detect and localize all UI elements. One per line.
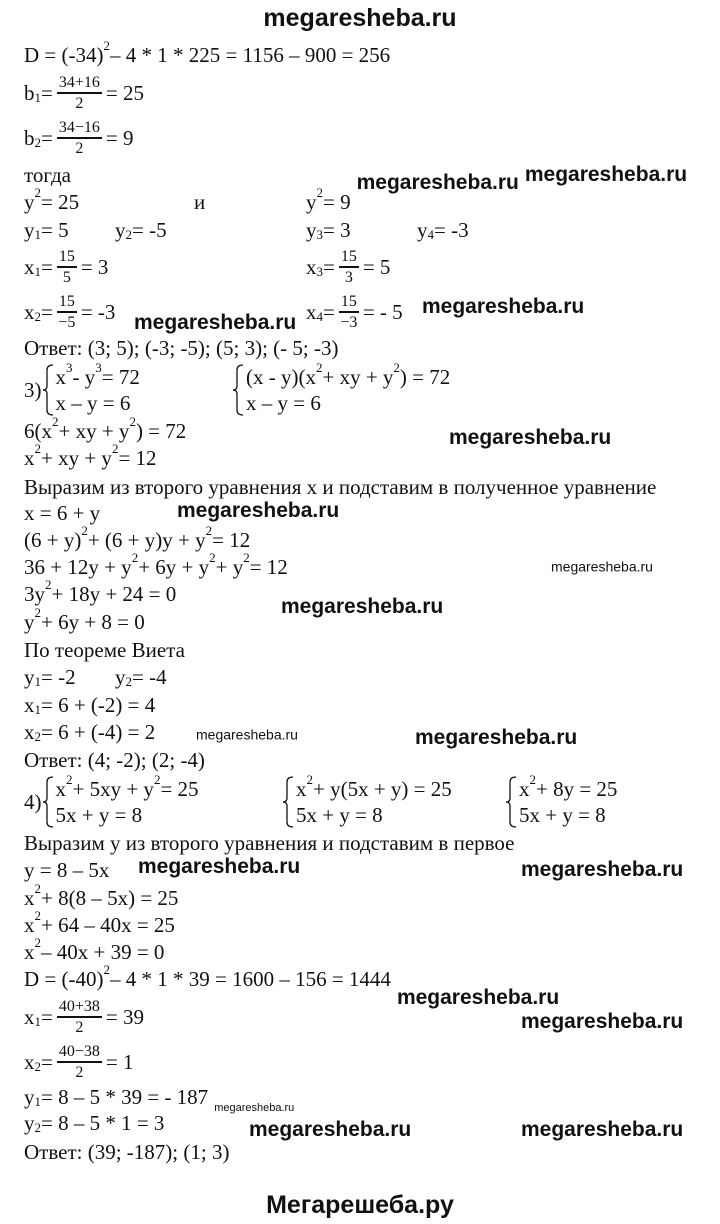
math-text: x — [24, 1050, 35, 1074]
brace-icon — [232, 364, 244, 416]
subscript: 1 — [34, 264, 41, 279]
superscript: 2 — [34, 935, 41, 950]
superscript: 2 — [34, 185, 41, 200]
system-row — [296, 802, 452, 828]
superscript: 2 — [131, 550, 139, 565]
math-text: + xy + y — [41, 446, 112, 470]
math-text: = — [41, 255, 53, 279]
fraction — [339, 247, 359, 287]
site-footer: Мегарешеба.ру — [266, 1191, 454, 1219]
fraction-denominator: 2 — [75, 95, 84, 112]
math-text: + xy + y — [322, 365, 394, 389]
math-text: y — [24, 190, 35, 214]
math-text: 5x + y = 8 — [55, 803, 143, 827]
math-text: y — [306, 218, 317, 242]
math-text: (x - y)(x — [246, 365, 316, 389]
math-text: + y — [215, 555, 244, 579]
fraction-numerator: 40+38 — [57, 997, 102, 1018]
subscript: 2 — [34, 135, 41, 150]
brace-icon — [282, 776, 294, 828]
math-text: x — [24, 300, 35, 324]
math-text: - y — [72, 365, 96, 389]
math-text: Ответ: (39; -187); (1; 3) — [24, 1140, 230, 1164]
subscript: 2 — [34, 309, 41, 324]
equation-system — [24, 360, 140, 416]
math-text: y — [417, 218, 428, 242]
math-line — [24, 605, 145, 634]
math-line — [24, 118, 133, 158]
math-text: = 25 — [41, 190, 80, 214]
system — [505, 772, 618, 828]
math-text: = -3 — [80, 300, 116, 324]
subscript: 1 — [34, 702, 41, 717]
watermark: megaresheba.ru — [249, 1118, 412, 1141]
math-line — [306, 292, 403, 332]
math-line — [24, 908, 175, 937]
subscript: 1 — [34, 674, 41, 689]
math-text: y — [115, 665, 126, 689]
watermark: megaresheba.ru — [177, 499, 340, 522]
math-line — [24, 694, 155, 716]
math-text: = 1 — [105, 1050, 134, 1074]
math-text: Ответ: (3; 5); (-3; -5); (5; 3); (- 5; -3) — [24, 336, 339, 360]
math-text: x — [24, 693, 35, 717]
fraction — [57, 118, 102, 158]
superscript: 2 — [103, 962, 110, 977]
math-text: = 5 — [362, 255, 391, 279]
superscript: 3 — [95, 360, 102, 375]
superscript: 3 — [66, 360, 73, 375]
system-rows — [519, 772, 618, 828]
math-line — [24, 550, 288, 579]
watermark: megaresheba.ru — [415, 726, 578, 749]
math-text: = 39 — [105, 1005, 144, 1029]
math-text: + 6y + y — [138, 555, 210, 579]
math-text: x — [24, 720, 35, 744]
fraction-numerator: 15 — [57, 247, 77, 268]
math-text: ) = 72 — [399, 365, 451, 389]
fraction-numerator: 15 — [339, 247, 359, 268]
math-text: = 9 — [105, 126, 134, 150]
site-title: megaresheba.ru — [263, 4, 457, 32]
math-text: = -2 — [41, 665, 76, 689]
math-text: = 25 — [160, 777, 199, 801]
math-text: – 4 * 1 * 39 = 1600 – 156 = 1444 — [110, 967, 391, 991]
math-text: 3y — [24, 582, 45, 606]
superscript: 2 — [34, 881, 41, 896]
superscript: 2 — [315, 360, 323, 375]
superscript: 2 — [129, 414, 136, 429]
system-row — [246, 390, 450, 416]
math-line — [24, 1112, 164, 1134]
fraction — [57, 247, 77, 287]
math-text: x — [296, 777, 307, 801]
math-text: y = 8 – 5x — [24, 858, 110, 882]
math-text: Выразим y из второго уравнения и подставим в первое — [24, 831, 515, 855]
math-text: = 12 — [212, 528, 251, 552]
math-text: = — [41, 1050, 53, 1074]
math-line — [24, 292, 115, 332]
math-line — [24, 185, 80, 214]
watermark: megaresheba.ru — [356, 171, 519, 194]
superscript: 2 — [393, 360, 400, 375]
math-text: x — [306, 300, 317, 324]
watermark: megaresheba.ru — [214, 1102, 295, 1114]
subscript: 1 — [34, 227, 41, 242]
watermark: megaresheba.ru — [524, 163, 688, 186]
math-text: y — [115, 218, 126, 242]
math-text: Выразим из второго уравнения x и подставим в полученное уравнение — [24, 475, 657, 499]
math-text: = — [41, 1005, 53, 1029]
math-line — [24, 219, 69, 241]
fraction-denominator: 2 — [75, 1019, 84, 1036]
math-text: 5x + y = 8 — [519, 803, 606, 827]
watermark: megaresheba.ru — [521, 1010, 684, 1033]
brace-icon — [42, 364, 54, 416]
superscript: 2 — [205, 523, 213, 538]
math-text: x — [24, 255, 35, 279]
superscript: 2 — [34, 908, 41, 923]
equation-system — [282, 772, 452, 828]
math-text: x — [24, 446, 35, 470]
fraction-numerator: 15 — [339, 292, 359, 313]
math-text: = -3 — [434, 218, 469, 242]
watermark: megaresheba.ru — [422, 295, 585, 318]
math-text: = — [41, 126, 53, 150]
math-text: = 72 — [101, 365, 140, 389]
math-text: = 12 — [249, 555, 288, 579]
math-text: y — [24, 218, 35, 242]
system — [42, 360, 140, 416]
math-line — [24, 476, 656, 498]
system — [282, 772, 452, 828]
equation-system — [24, 772, 199, 828]
fraction — [339, 292, 359, 332]
system-rows — [55, 772, 199, 828]
brace-icon — [505, 776, 517, 828]
math-text: По теореме Виета — [24, 638, 185, 662]
math-line — [306, 219, 351, 241]
math-text: Ответ: (4; -2); (2; -4) — [24, 748, 205, 772]
watermark: megaresheba.ru — [138, 855, 301, 878]
system-rows — [55, 360, 140, 416]
subscript: 2 — [34, 1059, 41, 1074]
math-line — [24, 38, 391, 67]
math-line — [24, 502, 100, 524]
math-text: = -5 — [132, 218, 167, 242]
math-text: = 6 + (-4) = 2 — [41, 720, 156, 744]
math-line — [24, 247, 108, 287]
math-text: x — [24, 1005, 35, 1029]
brace-icon — [42, 776, 54, 828]
math-text: = 25 — [105, 81, 144, 105]
system-row — [55, 360, 140, 390]
math-line — [115, 666, 167, 688]
math-line — [24, 1141, 229, 1163]
math-line — [24, 666, 76, 688]
math-text: 6(x — [24, 419, 52, 443]
math-text: – 40x + 39 = 0 — [41, 940, 165, 964]
math-text: – 4 * 1 * 225 = 1156 – 900 = 256 — [110, 43, 391, 67]
fraction-numerator: 34+16 — [57, 73, 102, 94]
superscript: 2 — [34, 441, 41, 456]
math-text: ) = 72 — [135, 419, 187, 443]
fraction-denominator: −3 — [340, 314, 358, 331]
subscript: 1 — [34, 1094, 41, 1109]
math-line — [417, 219, 469, 241]
math-text: = 3 — [323, 218, 351, 242]
math-line — [24, 935, 165, 964]
watermark: megaresheba.ru — [521, 858, 684, 881]
superscript: 2 — [243, 550, 250, 565]
watermark: megaresheba.ru — [449, 426, 612, 449]
math-text: y — [24, 1111, 35, 1135]
math-text: + 18y + 24 = 0 — [51, 582, 177, 606]
math-text: + 5xy + y — [72, 777, 154, 801]
math-text: x — [24, 940, 35, 964]
math-text: x — [306, 255, 317, 279]
math-line — [24, 441, 157, 470]
system-row — [296, 772, 452, 802]
system-rows — [246, 360, 451, 416]
system-row — [55, 772, 199, 802]
math-text: x – y = 6 — [246, 391, 321, 415]
math-text: тогда — [24, 163, 71, 187]
math-line — [24, 414, 187, 443]
math-text: = 8 – 5 * 39 = - 187 — [41, 1085, 209, 1109]
math-text: y — [24, 1085, 35, 1109]
math-line — [24, 577, 177, 606]
math-text: + 8(8 – 5x) = 25 — [41, 886, 179, 910]
math-text: + y(5x + y) = 25 — [313, 777, 452, 801]
math-text: = — [323, 300, 335, 324]
math-text: + (6 + y)y + y — [87, 528, 206, 552]
fraction-denominator: −5 — [58, 314, 76, 331]
math-line — [24, 721, 155, 743]
math-text: (6 + y) — [24, 528, 82, 552]
watermark: megaresheba.ru — [281, 595, 444, 618]
math-text: D = (-40) — [24, 967, 104, 991]
system-row — [56, 390, 140, 416]
system-row — [519, 772, 618, 802]
math-text: x — [24, 886, 35, 910]
math-text: x — [24, 913, 35, 937]
superscript: 2 — [45, 577, 52, 592]
superscript: 2 — [306, 772, 313, 787]
fraction-denominator: 3 — [344, 269, 353, 286]
fraction — [57, 73, 102, 113]
math-text: = — [323, 255, 335, 279]
math-text: + 64 – 40x = 25 — [41, 913, 175, 937]
watermark: megaresheba.ru — [521, 1118, 684, 1141]
fraction-denominator: 2 — [75, 1064, 84, 1081]
subscript: 2 — [125, 227, 132, 242]
math-line — [115, 219, 167, 241]
math-line — [24, 832, 515, 854]
system-rows — [296, 772, 452, 828]
superscript: 2 — [52, 414, 59, 429]
subscript: 4 — [427, 227, 434, 242]
math-text: = - 5 — [362, 300, 403, 324]
equation-system — [232, 360, 451, 416]
math-line — [194, 191, 205, 213]
math-line — [24, 997, 144, 1037]
watermark: megaresheba.ru — [551, 558, 653, 575]
subscript: 2 — [125, 674, 132, 689]
math-line — [24, 749, 205, 771]
math-text: = -4 — [132, 665, 167, 689]
math-text: = 9 — [323, 190, 351, 214]
math-text: 36 + 12y + y — [24, 555, 132, 579]
math-text: = 5 — [41, 218, 69, 242]
superscript: 2 — [316, 185, 323, 200]
subscript: 1 — [34, 90, 41, 105]
superscript: 2 — [66, 772, 73, 787]
math-text: = 6 + (-2) = 4 — [41, 693, 156, 717]
math-text: = 8 – 5 * 1 = 3 — [41, 1111, 165, 1135]
math-line — [306, 247, 390, 287]
math-text: 3) — [24, 378, 42, 402]
math-text: x – y = 6 — [55, 391, 131, 415]
fraction-denominator: 2 — [75, 140, 84, 157]
equation-system — [505, 772, 618, 828]
math-text: D = (-34) — [24, 43, 104, 67]
subscript: 2 — [34, 1120, 41, 1135]
system-row — [519, 802, 617, 828]
subscript: 3 — [316, 227, 323, 242]
subscript: 2 — [34, 729, 41, 744]
math-text: x — [519, 777, 530, 801]
watermark: megaresheba.ru — [196, 726, 298, 743]
fraction — [57, 292, 77, 332]
math-text: y — [306, 190, 317, 214]
math-text: y — [24, 610, 35, 634]
subscript: 4 — [316, 309, 323, 324]
math-line — [24, 1086, 208, 1108]
math-text: = — [41, 81, 53, 105]
math-text: b — [24, 126, 35, 150]
subscript: 1 — [34, 1014, 41, 1029]
math-text: b — [24, 81, 35, 105]
superscript: 2 — [209, 550, 216, 565]
fraction-numerator: 40−38 — [57, 1042, 102, 1063]
math-text: + 8y = 25 — [536, 777, 618, 801]
math-text: y — [24, 665, 35, 689]
fraction — [57, 997, 102, 1037]
system-row — [56, 802, 199, 828]
fraction-denominator: 5 — [62, 269, 71, 286]
math-text: x — [55, 777, 66, 801]
math-line — [24, 881, 179, 910]
watermark: megaresheba.ru — [134, 311, 297, 334]
math-text: 5x + y = 8 — [296, 803, 383, 827]
math-text: + xy + y — [58, 419, 130, 443]
math-text: и — [194, 190, 206, 214]
fraction-numerator: 34−16 — [57, 118, 102, 139]
math-text: = — [41, 300, 53, 324]
math-line — [24, 1042, 133, 1082]
system-row — [246, 360, 451, 390]
superscript: 2 — [153, 772, 161, 787]
watermark: megaresheba.ru — [396, 986, 560, 1009]
math-line — [306, 185, 351, 214]
math-text: + 6y + 8 = 0 — [41, 610, 145, 634]
subscript: 3 — [316, 264, 323, 279]
superscript: 2 — [111, 441, 119, 456]
math-line — [24, 639, 185, 661]
math-text: = 12 — [118, 446, 157, 470]
math-text: x — [55, 365, 66, 389]
math-line — [24, 73, 144, 113]
system — [232, 360, 451, 416]
math-text: 4) — [24, 790, 42, 814]
fraction-numerator: 15 — [57, 292, 77, 313]
math-text: = 3 — [80, 255, 109, 279]
system — [42, 772, 199, 828]
superscript: 2 — [34, 605, 41, 620]
math-text: x = 6 + y — [24, 501, 101, 525]
superscript: 2 — [103, 38, 110, 53]
math-line — [24, 962, 391, 991]
superscript: 2 — [529, 772, 536, 787]
math-line — [24, 164, 71, 186]
fraction — [57, 1042, 102, 1082]
superscript: 2 — [81, 523, 88, 538]
